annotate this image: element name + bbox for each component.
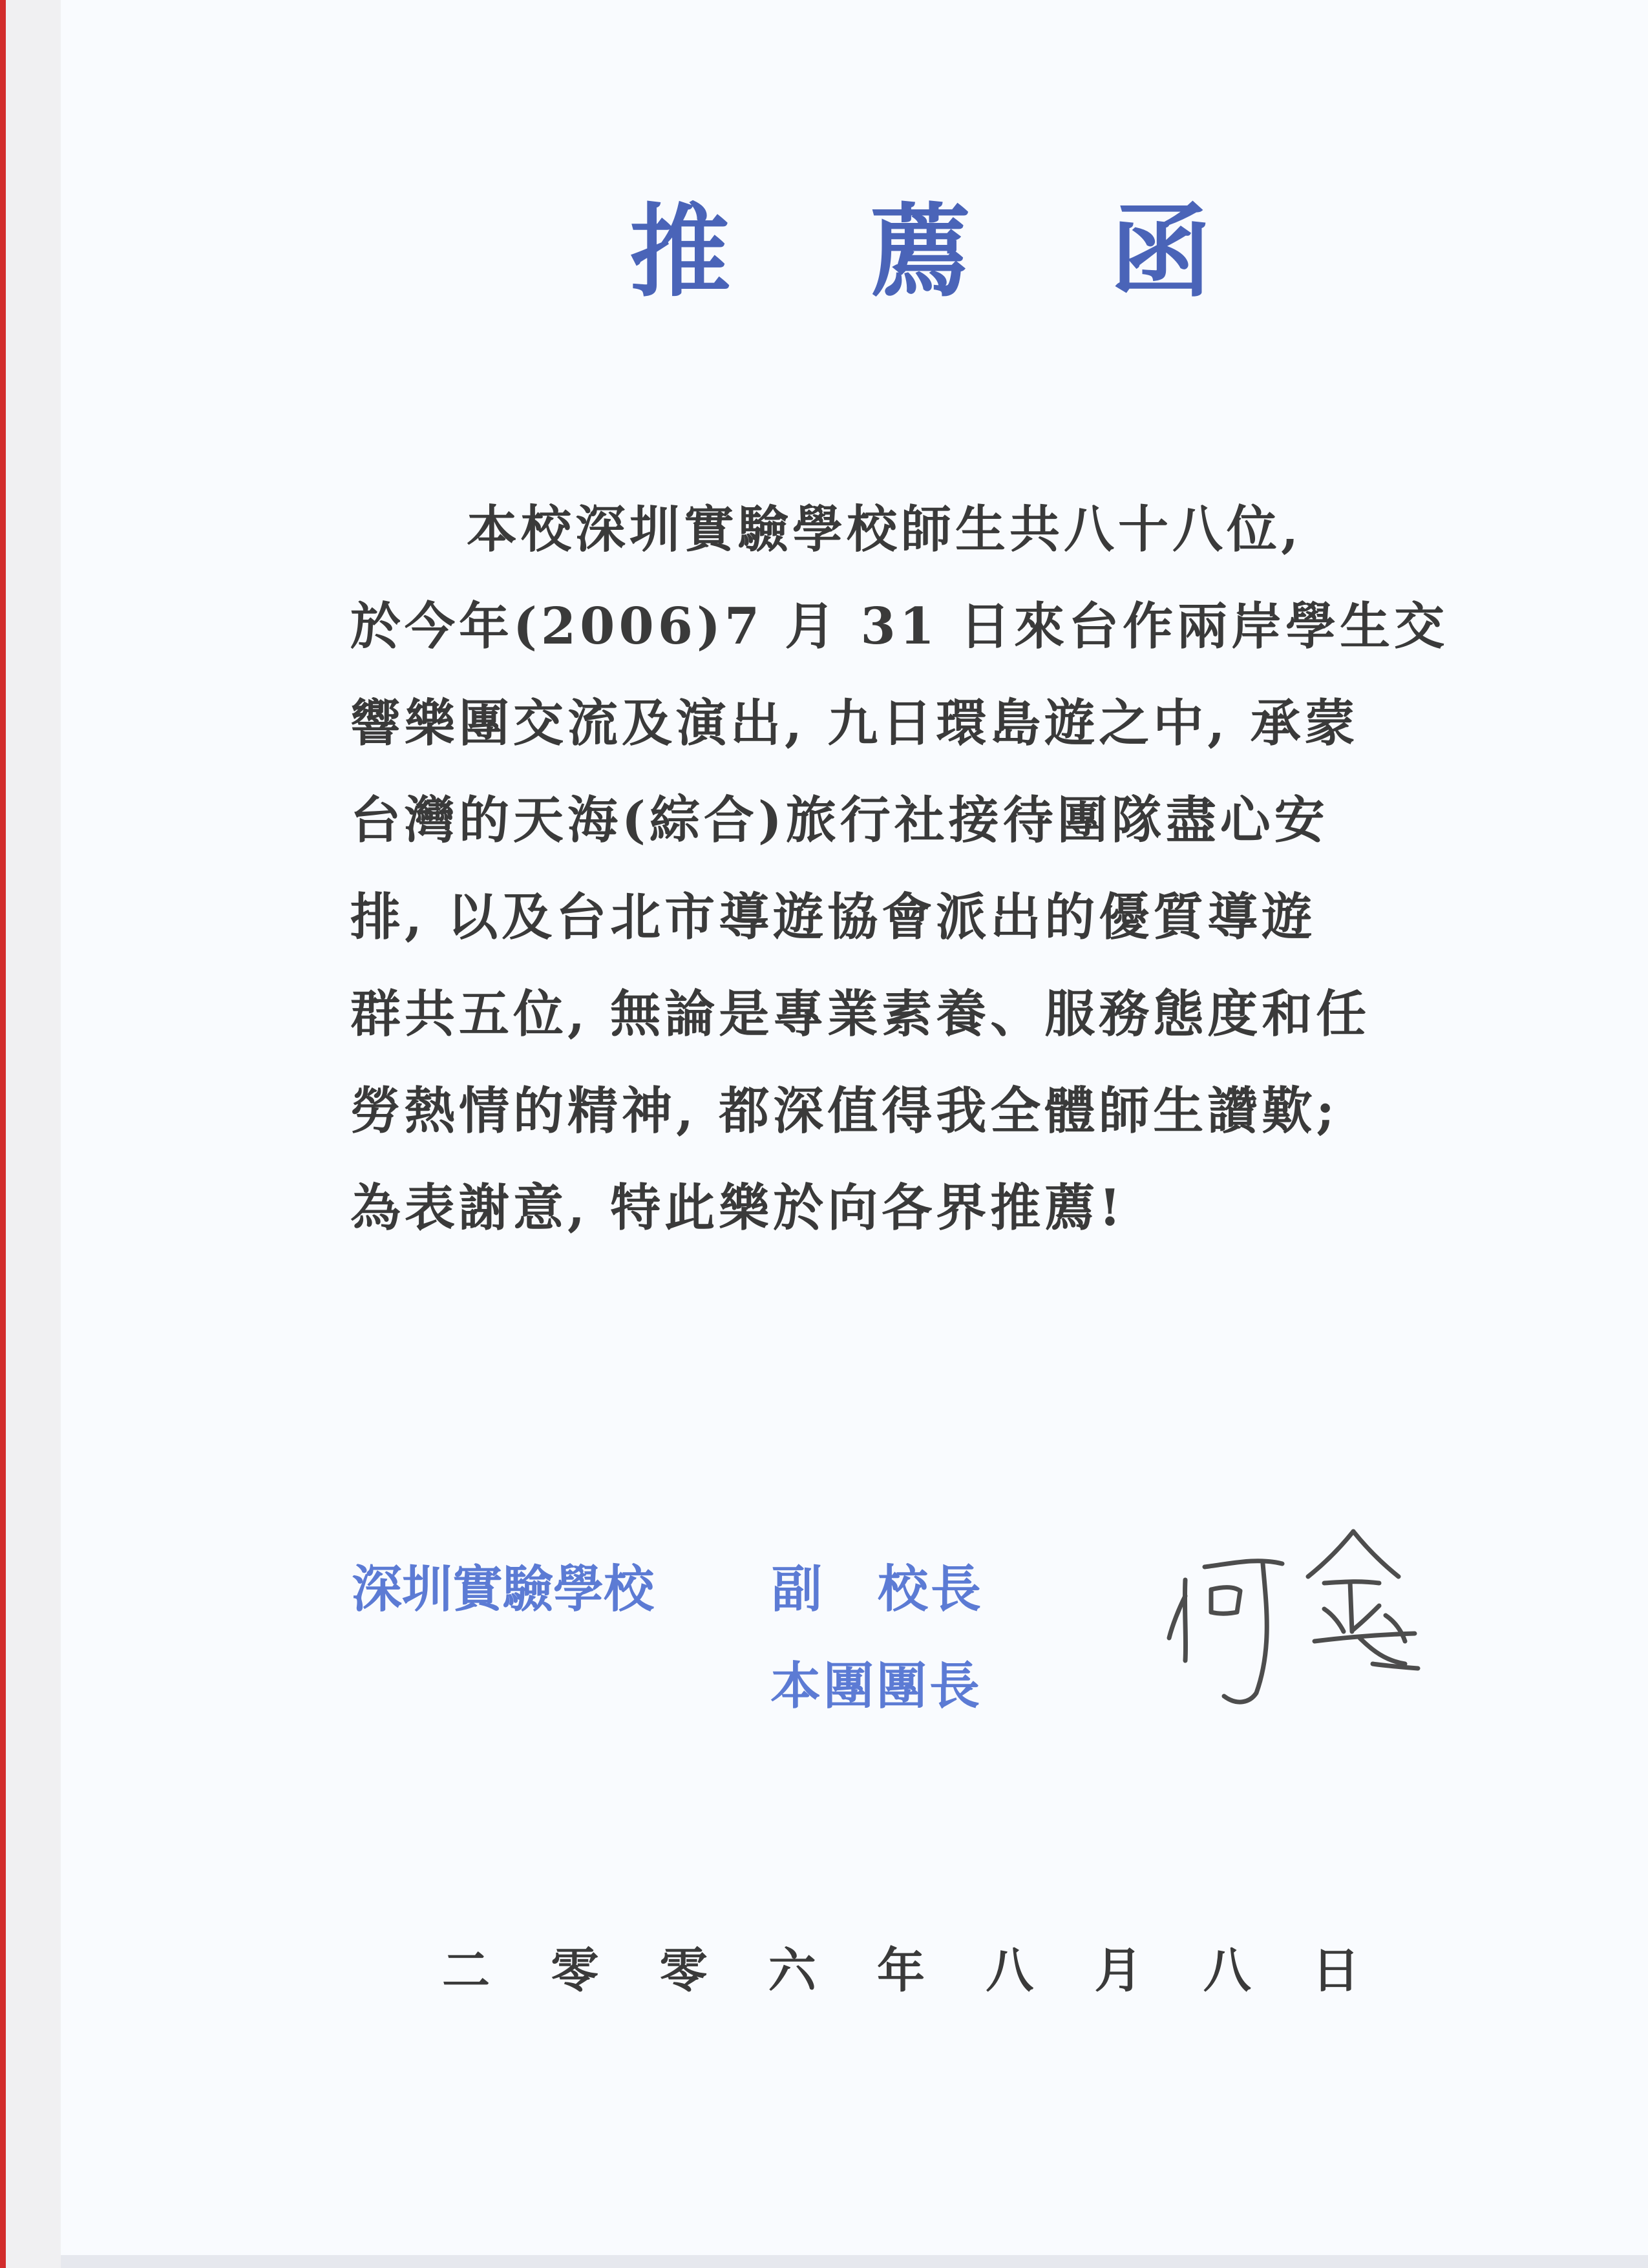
body-line: 本校深圳實驗學校師生共八十八位, bbox=[467, 500, 1303, 559]
body-line: 群共五位, 無論是專業素養、服務態度和任 bbox=[350, 985, 1371, 1044]
date-char: 六 bbox=[768, 1943, 816, 1999]
letter-sheet bbox=[61, 0, 1648, 2255]
date-char: 二 bbox=[442, 1943, 490, 1999]
title-char: 推 bbox=[629, 193, 730, 311]
letter-body bbox=[350, 481, 1488, 1257]
signer-role-2: 本團團長 bbox=[770, 1657, 983, 1716]
handwritten-signature bbox=[1159, 1518, 1444, 1712]
title-char: 函 bbox=[1110, 193, 1211, 311]
body-line: 響樂團交流及演出, 九日環島遊之中, 承蒙 bbox=[350, 694, 1359, 753]
page-left-edge bbox=[0, 0, 6, 2268]
date-char: 月 bbox=[1094, 1943, 1143, 1999]
body-line: 勞熱情的精神, 都深值得我全體師生讚歎; bbox=[350, 1082, 1339, 1140]
body-line: 為表謝意, 特此樂於向各界推薦! bbox=[350, 1179, 1125, 1237]
letter-date bbox=[442, 1932, 1360, 2010]
date-char: 八 bbox=[986, 1943, 1034, 1999]
signature-block bbox=[352, 1541, 1062, 1735]
date-char: 日 bbox=[1312, 1943, 1360, 1999]
date-char: 零 bbox=[551, 1943, 599, 1999]
signer-school: 深圳實驗學校 bbox=[352, 1560, 655, 1619]
body-line: 排, 以及台北市導遊協會派出的優質導遊 bbox=[350, 888, 1316, 947]
body-line: 於今年(2006)7 月 31 日來台作兩岸學生交 bbox=[350, 597, 1449, 656]
page-bottom-shadow bbox=[61, 2255, 1648, 2268]
title-char: 薦 bbox=[870, 193, 971, 311]
signature-row bbox=[352, 1541, 1062, 1638]
date-char: 年 bbox=[877, 1943, 925, 1999]
body-line: 台灣的天海(綜合)旅行社接待團隊盡心安 bbox=[350, 791, 1329, 850]
date-char: 零 bbox=[659, 1943, 708, 1999]
document-title bbox=[629, 194, 1211, 310]
signer-role: 副 校長 bbox=[772, 1560, 984, 1619]
date-char: 八 bbox=[1203, 1943, 1251, 1999]
page-margin-strip bbox=[6, 0, 61, 2268]
